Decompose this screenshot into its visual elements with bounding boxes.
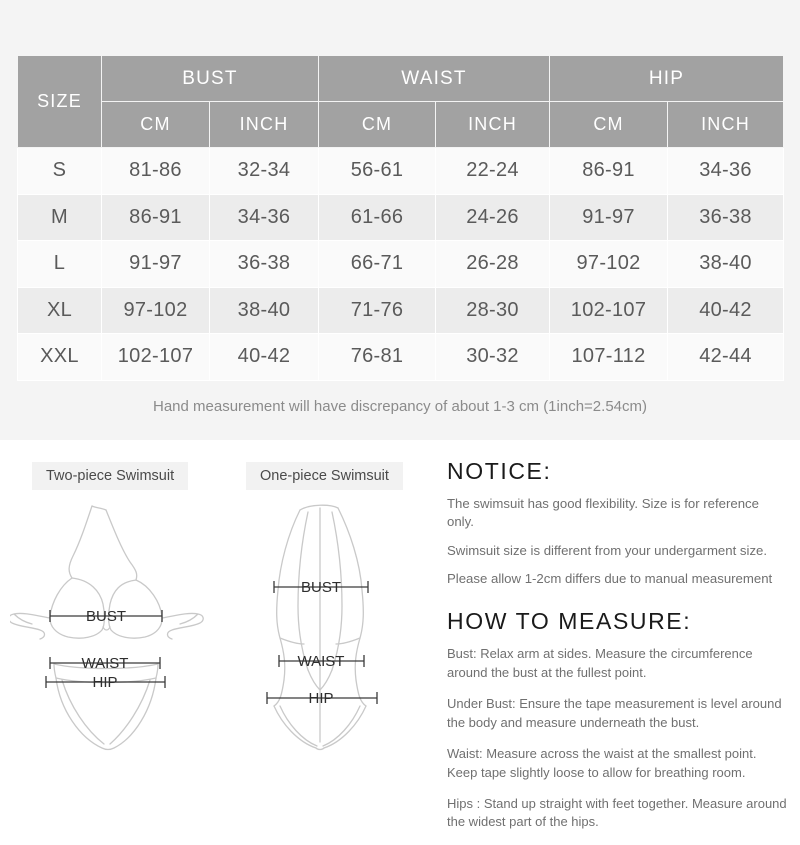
cell-bust-cm: 97-102	[102, 287, 210, 334]
how-to-measure-heading: HOW TO MEASURE:	[447, 608, 692, 635]
info-panel	[447, 458, 787, 845]
cell-bust-inch: 32-34	[210, 148, 319, 195]
cell-bust-inch: 36-38	[210, 241, 319, 288]
table-row	[18, 334, 784, 381]
size-chart-table	[17, 55, 784, 381]
notice-line: The swimsuit has good flexibility. Size is for reference only.	[447, 496, 759, 529]
cell-waist-cm: 66-71	[319, 241, 436, 288]
column-group-waist: WAIST	[319, 56, 550, 102]
measurement-disclaimer: Hand measurement will have discrepancy of about 1-3 cm (1inch=2.54cm)	[153, 398, 647, 415]
cell-size: L	[18, 241, 102, 288]
table-header-row-groups	[18, 56, 784, 102]
cell-waist-inch: 30-32	[436, 334, 550, 381]
one-piece-diagram-column	[238, 440, 438, 759]
one-piece-bust-label: BUST	[300, 579, 342, 596]
cell-size: XXL	[18, 334, 102, 381]
column-group-bust: BUST	[102, 56, 319, 102]
column-header-waist-cm: CM	[319, 102, 436, 148]
column-group-hip: HIP	[550, 56, 784, 102]
two-piece-bust-label: BUST	[85, 608, 127, 625]
column-header-hip-cm: CM	[550, 102, 668, 148]
two-piece-swimsuit-icon	[10, 494, 235, 754]
table-header-row-units	[18, 102, 784, 148]
cell-waist-cm: 61-66	[319, 194, 436, 241]
cell-hip-cm: 91-97	[550, 194, 668, 241]
two-piece-waist-label: WAIST	[81, 655, 129, 672]
cell-bust-cm: 81-86	[102, 148, 210, 195]
cell-hip-inch: 40-42	[668, 287, 784, 334]
measure-instruction-under-bust: Under Bust: Ensure the tape measurement is level around the body and measure underneath the bust.	[447, 696, 782, 730]
column-header-bust-inch: INCH	[210, 102, 319, 148]
table-row	[18, 241, 784, 288]
measure-instruction-hips: Hips : Stand up straight with feet together. Measure around the widest part of the hips.	[447, 795, 787, 830]
table-row	[18, 148, 784, 195]
cell-size: XL	[18, 287, 102, 334]
cell-bust-inch: 34-36	[210, 194, 319, 241]
cell-bust-cm: 86-91	[102, 194, 210, 241]
column-header-waist-inch: INCH	[436, 102, 550, 148]
table-body	[18, 148, 784, 381]
cell-waist-inch: 24-26	[436, 194, 550, 241]
column-header-bust-cm: CM	[102, 102, 210, 148]
measure-instruction-bust: Bust: Relax arm at sides. Measure the circumference around the bust at the fullest point.	[447, 646, 753, 680]
two-piece-title: Two-piece Swimsuit	[32, 462, 188, 490]
cell-bust-inch: 38-40	[210, 287, 319, 334]
column-header-size: SIZE	[18, 56, 102, 148]
cell-hip-cm: 97-102	[550, 241, 668, 288]
column-header-hip-inch: INCH	[668, 102, 784, 148]
cell-waist-inch: 22-24	[436, 148, 550, 195]
cell-bust-cm: 91-97	[102, 241, 210, 288]
notice-line: Please allow 1-2cm differs due to manual measurement	[447, 571, 773, 587]
cell-size: S	[18, 148, 102, 195]
cell-waist-cm: 76-81	[319, 334, 436, 381]
one-piece-title: One-piece Swimsuit	[246, 462, 403, 490]
table-row	[18, 194, 784, 241]
cell-waist-cm: 56-61	[319, 148, 436, 195]
table-head	[18, 56, 784, 148]
cell-hip-inch: 34-36	[668, 148, 784, 195]
cell-hip-inch: 36-38	[668, 194, 784, 241]
cell-bust-cm: 102-107	[102, 334, 210, 381]
cell-waist-inch: 26-28	[436, 241, 550, 288]
notice-line: Swimsuit size is different from your undergarment size.	[447, 542, 768, 558]
cell-size: M	[18, 194, 102, 241]
cell-waist-cm: 71-76	[319, 287, 436, 334]
cell-waist-inch: 28-30	[436, 287, 550, 334]
one-piece-hip-label: HIP	[308, 690, 334, 707]
one-piece-swimsuit-icon	[238, 494, 438, 759]
cell-hip-inch: 42-44	[668, 334, 784, 381]
two-piece-hip-label: HIP	[92, 674, 118, 691]
table-row	[18, 287, 784, 334]
cell-hip-inch: 38-40	[668, 241, 784, 288]
notice-heading: NOTICE:	[447, 458, 552, 484]
cell-bust-inch: 40-42	[210, 334, 319, 381]
measure-instruction-waist: Waist: Measure across the waist at the smallest point. Keep tape slightly loose to allow for breathing room.	[447, 746, 757, 780]
cell-hip-cm: 86-91	[550, 148, 668, 195]
two-piece-diagram-column	[10, 440, 235, 754]
cell-hip-cm: 102-107	[550, 287, 668, 334]
cell-hip-cm: 107-112	[550, 334, 668, 381]
measurement-guide-section	[0, 440, 800, 830]
one-piece-waist-label: WAIST	[297, 653, 345, 670]
